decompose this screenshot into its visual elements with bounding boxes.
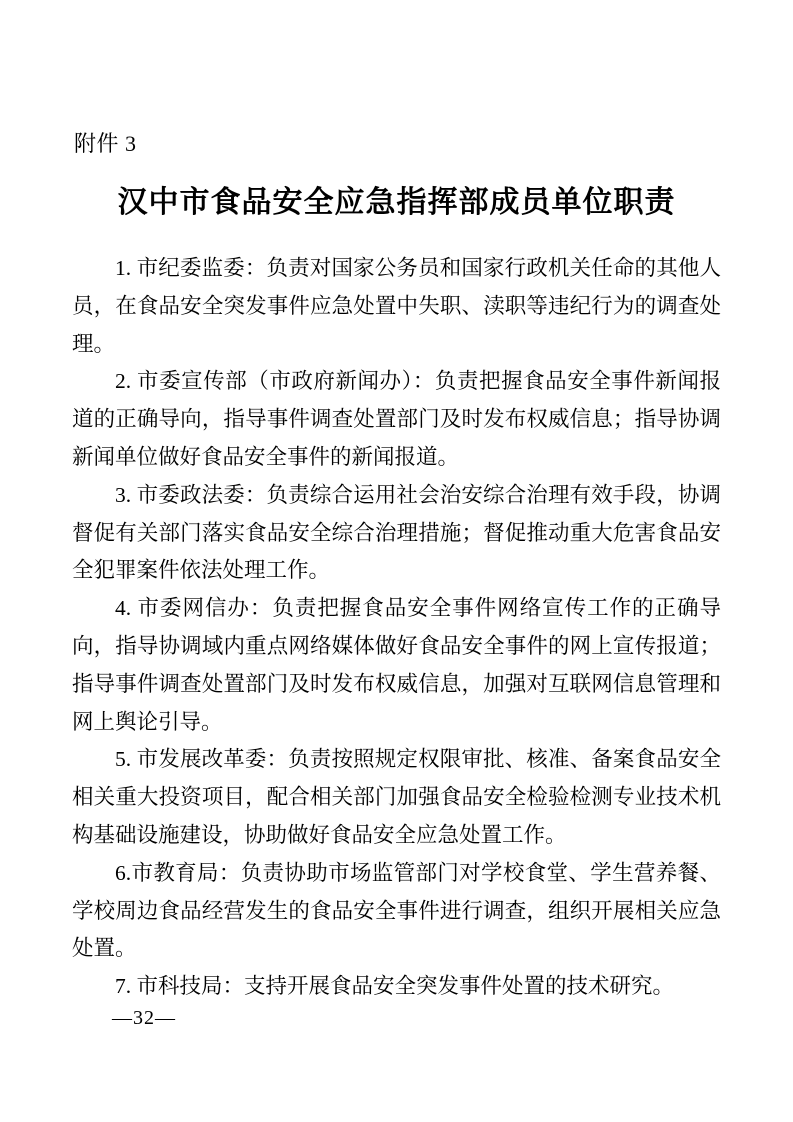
page-number: —32— <box>112 1007 176 1029</box>
paragraph-education-bureau: 6.市教育局：负责协助市场监管部门对学校食堂、学生营养餐、学校周边食品经营发生的食品安全事件进行调查，组织开展相关应急处置。 <box>72 860 721 961</box>
paragraph-development-reform-commission: 5. 市发展改革委：负责按照规定权限审批、核准、备案食品安全相关重大投资项目，配合相关部门加强食品安全检验检测专业技术机构基础设施建设，协助做好食品安全应急处置工作。 <box>72 747 721 847</box>
paragraph-science-technology-bureau: 7. 市科技局：支持开展食品安全突发事件处置的技术研究。 <box>115 974 675 999</box>
attachment-label: 附件 3 <box>74 131 137 156</box>
paragraph-discipline-committee: 1. 市纪委监委：负责对国家公务员和国家行政机关任命的其他人员，在食品安全突发事件应急处置中失职、渎职等违纪行为的调查处理。 <box>72 256 721 356</box>
paragraph-cyberspace-office: 4. 市委网信办：负责把握食品安全事件网络宣传工作的正确导向，指导协调域内重点网络媒体做好食品安全事件的网上宣传报道；指导事件调查处置部门及时发布权威信息，加强对互联网信息管理和网上舆论引导。 <box>72 596 721 734</box>
paragraph-political-legal-committee: 3. 市委政法委：负责综合运用社会治安综合治理有效手段，协调督促有关部门落实食品安全综合治理措施；督促推动重大危害食品安全犯罪案件依法处理工作。 <box>72 482 721 583</box>
document-body <box>72 250 721 1006</box>
document-title: 汉中市食品安全应急指挥部成员单位职责 <box>117 186 676 219</box>
paragraph-propaganda-department: 2. 市委宣传部（市政府新闻办）：负责把握食品安全事件新闻报道的正确导向，指导事件调查处置部门及时发布权威信息；指导协调新闻单位做好食品安全事件的新闻报道。 <box>72 369 721 469</box>
